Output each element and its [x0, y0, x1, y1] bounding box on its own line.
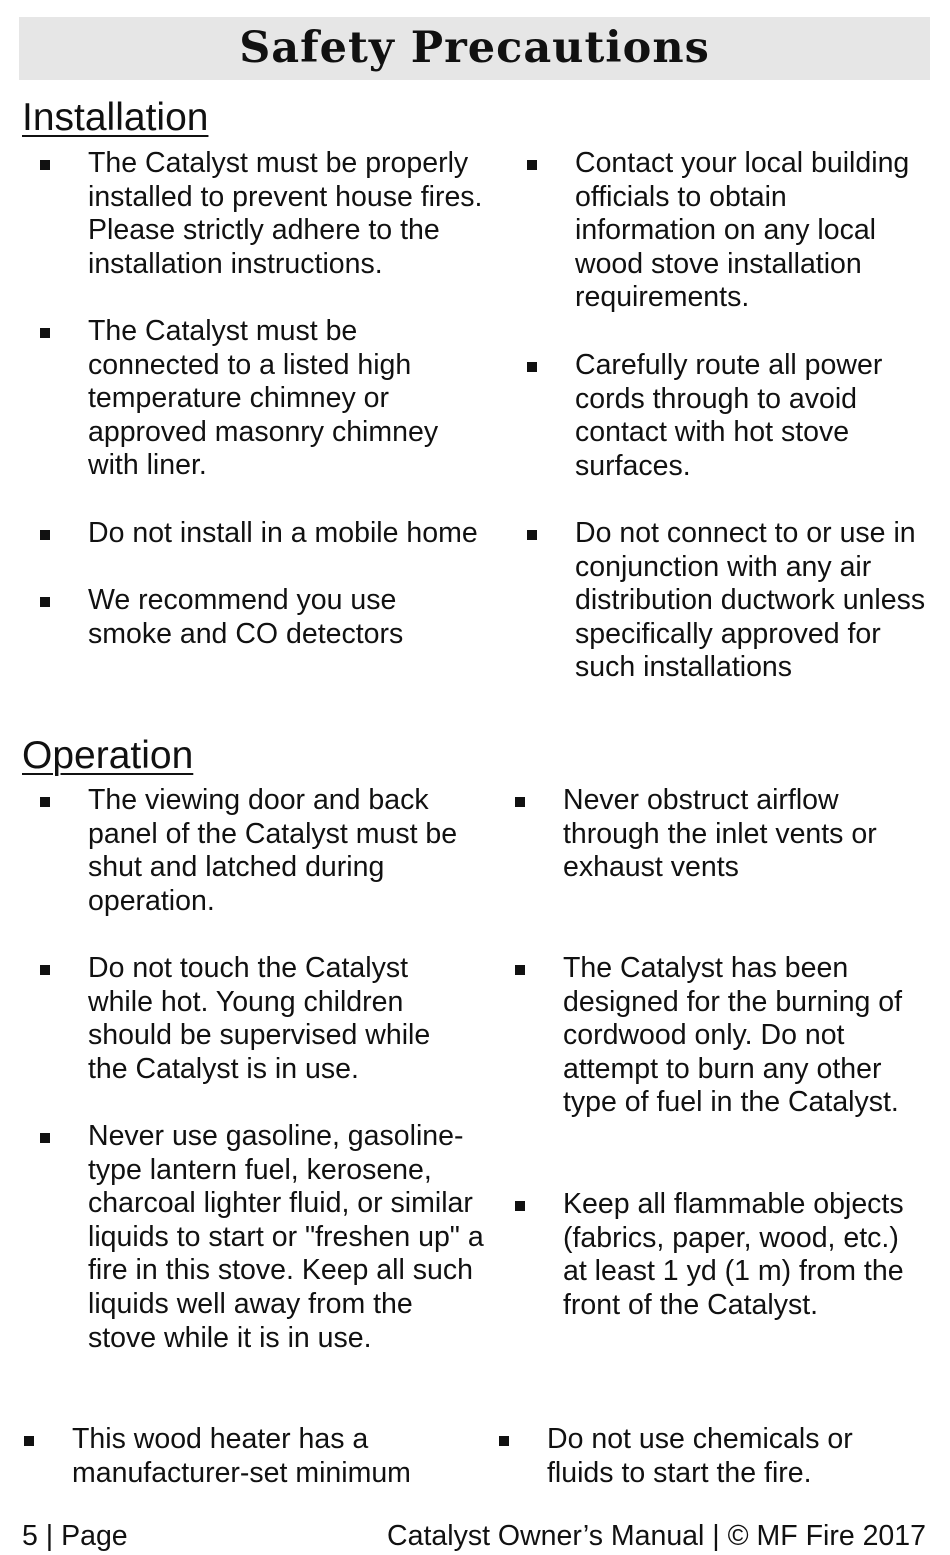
list-item: Never obstruct airflow through the inlet vents or exhaust vents [563, 784, 877, 884]
list-item: Do not touch the Catalyst while hot. Young children should be supervised while the Catalyst is in use. [88, 952, 431, 1085]
list-item: This wood heater has a manufacturer-set minimum [72, 1423, 411, 1489]
bullet-icon [24, 1436, 34, 1446]
list-item: Do not use chemicals or fluids to start the fire. [547, 1423, 853, 1489]
list-item: Carefully route all power cords through to avoid contact with hot stove surfaces. [575, 349, 883, 482]
bullet-icon [40, 160, 50, 170]
list-item: Do not install in a mobile home [88, 517, 478, 549]
list-item: Never use gasoline, gasoline-type lantern fuel, kerosene, charcoal lighter fluid, or similar liquids to start or "freshen up" a fire in this stove. Keep all such liquids well away from the stove while it is in use. [88, 1120, 484, 1354]
list-item: Do not connect to or use in conjunction with any air distribution ductwork unless specifically approved for such installations [575, 517, 926, 684]
list-item: Keep all flammable objects (fabrics, paper, wood, etc.) at least 1 yd (1 m) from the front of the Catalyst. [563, 1188, 904, 1321]
page-title: Safety Precautions [239, 23, 710, 73]
list-item: The Catalyst must be connected to a listed high temperature chimney or approved masonry chimney with liner. [88, 315, 439, 482]
bullet-icon [40, 328, 50, 338]
bullet-icon [527, 530, 537, 540]
bullet-icon [40, 1133, 50, 1143]
list-item: The viewing door and back panel of the Catalyst must be shut and latched during operation. [88, 784, 458, 917]
bullet-icon [527, 362, 537, 372]
operation-heading: Operation [22, 734, 194, 777]
bullet-icon [40, 797, 50, 807]
footer-manual-title: Catalyst Owner’s Manual | © MF Fire 2017 [387, 1520, 926, 1552]
bullet-icon [499, 1436, 509, 1446]
list-item: We recommend you use smoke and CO detectors [88, 584, 404, 650]
list-item: Contact your local building officials to obtain information on any local wood stove installation requirements. [575, 147, 910, 314]
title-bar [19, 17, 930, 80]
bullet-icon [515, 797, 525, 807]
bullet-icon [40, 597, 50, 607]
bullet-icon [515, 965, 525, 975]
bullet-icon [527, 160, 537, 170]
bullet-icon [40, 530, 50, 540]
footer-page-number: 5 | Page [22, 1520, 128, 1552]
bullet-icon [515, 1201, 525, 1211]
bullet-icon [40, 965, 50, 975]
list-item: The Catalyst must be properly installed to prevent house fires. Please strictly adhere to the installation instructions. [88, 147, 483, 280]
installation-heading: Installation [22, 96, 209, 139]
list-item: The Catalyst has been designed for the burning of cordwood only. Do not attempt to burn any other type of fuel in the Catalyst. [563, 952, 903, 1119]
